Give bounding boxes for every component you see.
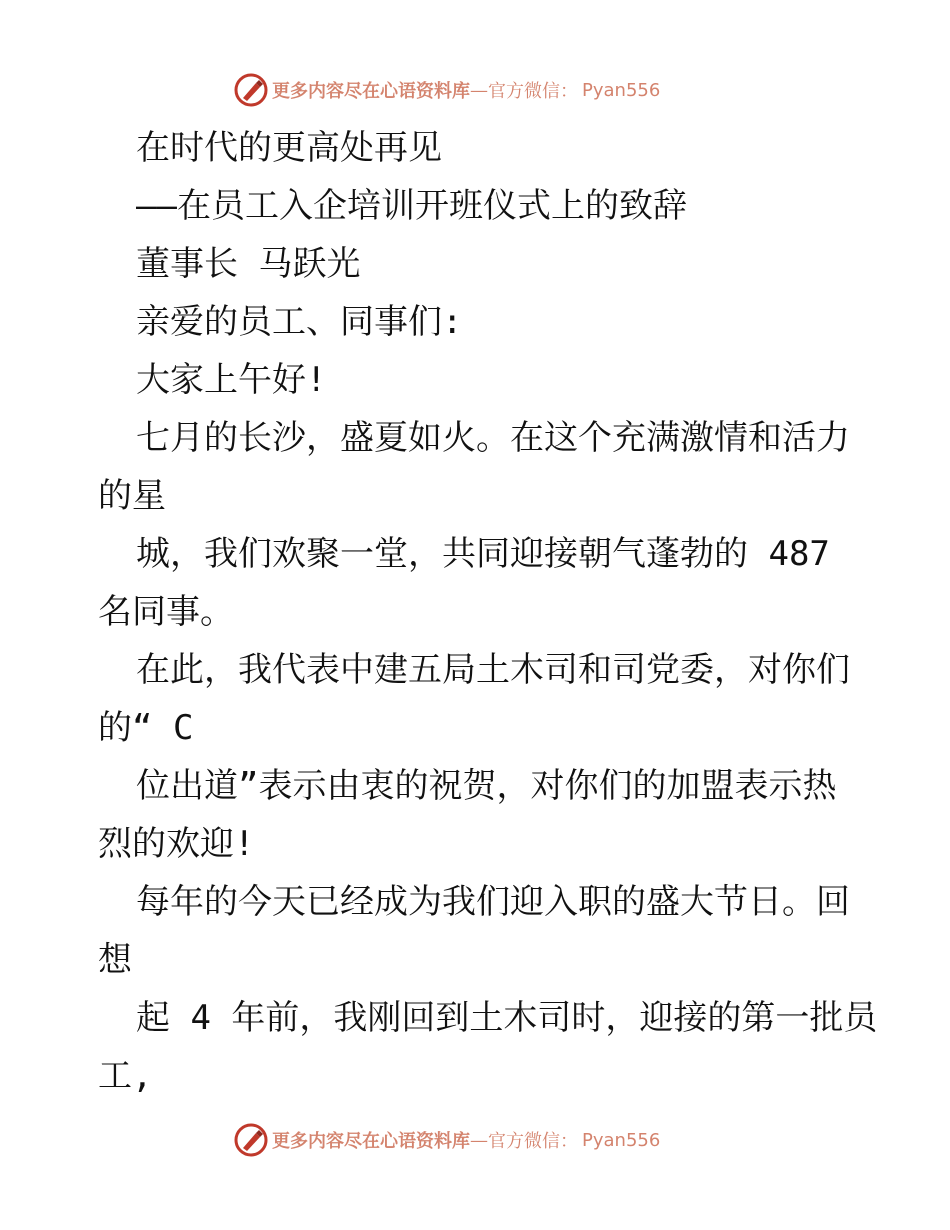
paragraph-line: 烈的欢迎! (98, 824, 255, 864)
document-salutation: 亲爱的员工、同事们: (136, 302, 463, 342)
banner-wechat-id: Pyan556 (582, 79, 661, 101)
document-author: 董事长 马跃光 (136, 244, 361, 284)
banner-dash: — (470, 79, 488, 101)
banner-main-text: 更多内容尽在心语资料库 (272, 81, 470, 102)
paragraph-line: 的“ C (98, 708, 194, 748)
document-title: 在时代的更高处再见 (136, 128, 442, 168)
document-greeting: 大家上午好! (136, 360, 327, 400)
paragraph-line: 的星 (98, 476, 166, 516)
paragraph-line: 位出道”表示由衷的祝贺，对你们的加盟表示热 (136, 766, 837, 806)
banner-main-text: 更多内容尽在心语资料库 (272, 1131, 470, 1152)
document-subtitle: ——在员工入企培训开班仪式上的致辞 (136, 186, 687, 226)
paragraph-line: 名同事。 (98, 592, 234, 632)
paragraph-line: 工, (98, 1056, 153, 1096)
paragraph-line: 七月的长沙，盛夏如火。在这个充满激情和活力 (136, 418, 850, 458)
paragraph-line: 每年的今天已经成为我们迎入职的盛大节日。回 (136, 882, 850, 922)
paragraph-line: 城，我们欢聚一堂，共同迎接朝气蓬勃的 487 (136, 534, 830, 574)
pen-logo-icon (234, 1123, 268, 1157)
banner-wechat-label: 官方微信： (488, 1131, 578, 1152)
footer-watermark-banner (234, 1122, 660, 1158)
paragraph-line: 在此，我代表中建五局土木司和司党委，对你们 (136, 650, 850, 690)
banner-wechat-id: Pyan556 (582, 1129, 661, 1151)
banner-wechat-label: 官方微信： (488, 81, 578, 102)
banner-dash: — (470, 1129, 488, 1151)
paragraph-line: 想 (98, 940, 132, 980)
paragraph-line: 起 4 年前，我刚回到土木司时，迎接的第一批员 (136, 998, 878, 1038)
